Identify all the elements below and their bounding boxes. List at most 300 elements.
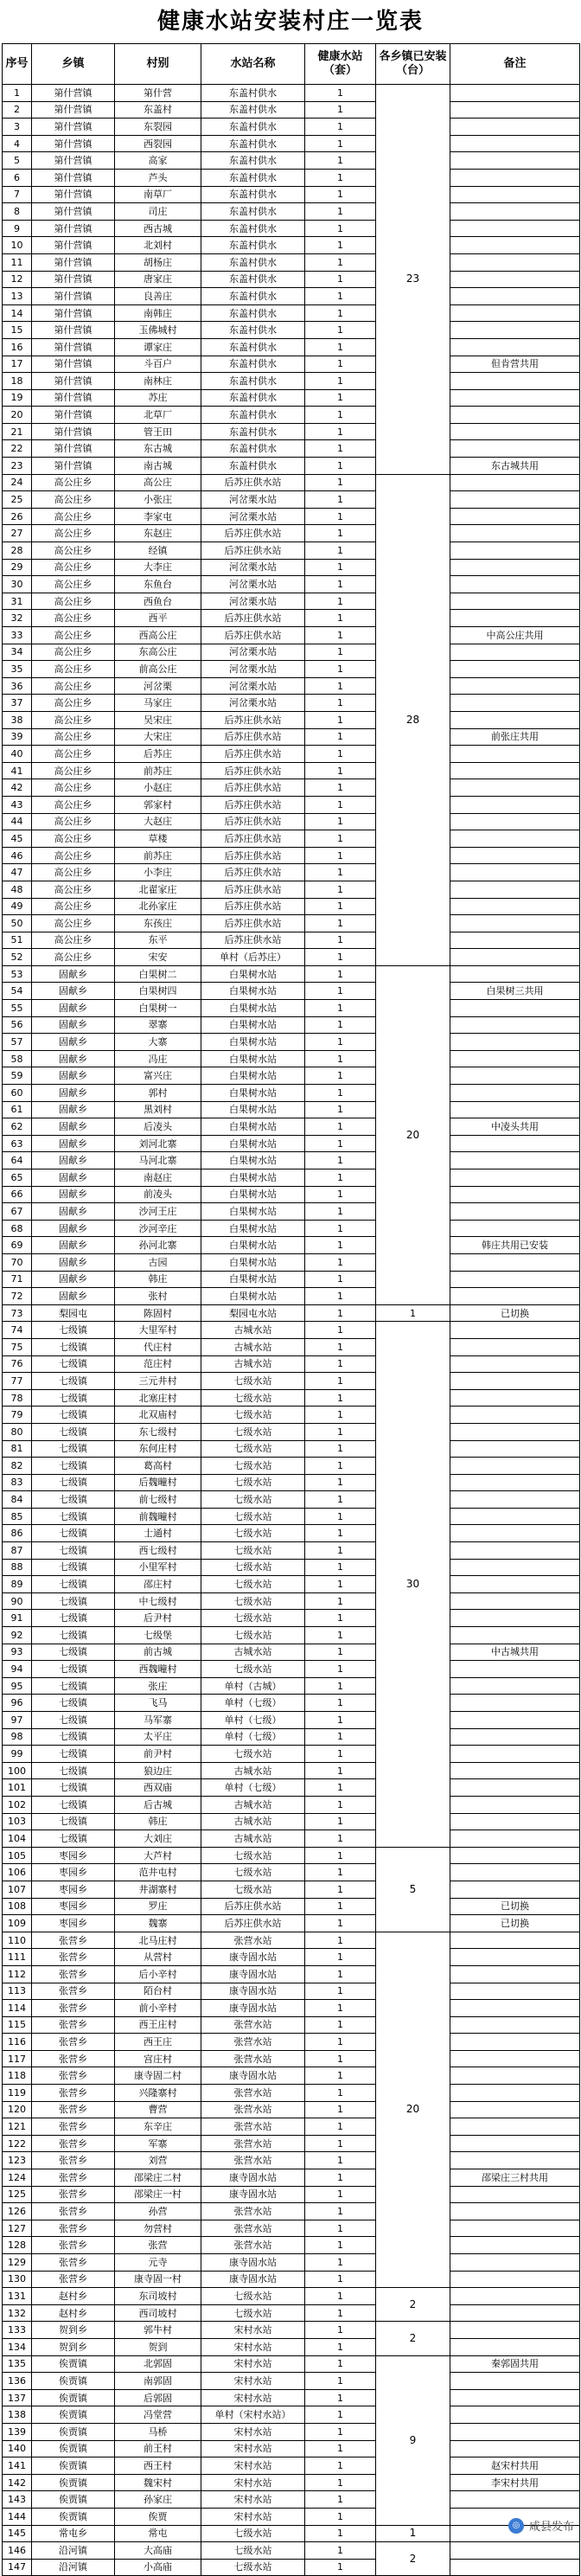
cell-note: 东古城共用 — [450, 458, 580, 475]
cell-station: 河岔栗水站 — [201, 644, 305, 661]
cell-count: 1 — [305, 1152, 376, 1169]
cell-count: 1 — [305, 661, 376, 678]
cell-count: 1 — [305, 1864, 376, 1881]
table-row — [3, 152, 580, 170]
cell-town: 第什营镇 — [32, 135, 115, 152]
cell-village: 西魏疃村 — [115, 1661, 201, 1678]
cell-count: 1 — [305, 593, 376, 610]
cell-station: 古城水站 — [201, 1813, 305, 1830]
cell-village: 南赵庄 — [115, 1169, 201, 1187]
cell-note — [450, 1491, 580, 1509]
cell-note — [450, 1847, 580, 1864]
cell-station: 七级水站 — [201, 1458, 305, 1475]
cell-note — [450, 338, 580, 356]
cell-village: 郭村 — [115, 1085, 201, 1102]
cell-village: 吴宋庄 — [115, 711, 201, 728]
cell-town: 第什营镇 — [32, 237, 115, 254]
cell-village: 斗百户 — [115, 356, 201, 373]
cell-station: 东盖村供水 — [201, 253, 305, 271]
cell-note — [450, 1016, 580, 1034]
cell-station: 康寺固水站 — [201, 2169, 305, 2187]
cell-index: 82 — [3, 1458, 32, 1475]
cell-village: 小高庙 — [115, 2559, 201, 2576]
cell-count: 1 — [305, 1220, 376, 1237]
cell-count: 1 — [305, 1407, 376, 1424]
cell-village: 东古城 — [115, 440, 201, 458]
cell-village: 东裂园 — [115, 119, 201, 136]
cell-index: 42 — [3, 779, 32, 797]
cell-note — [450, 1813, 580, 1830]
cell-village: 北孙家庄 — [115, 898, 201, 915]
cell-index: 90 — [3, 1592, 32, 1610]
cell-index: 56 — [3, 1016, 32, 1034]
cell-index: 147 — [3, 2559, 32, 2576]
watermark — [508, 2517, 574, 2534]
cell-station: 白果树水站 — [201, 1169, 305, 1187]
cell-note — [450, 881, 580, 898]
cell-index: 16 — [3, 338, 32, 356]
cell-note — [450, 1525, 580, 1542]
table-row — [3, 2237, 580, 2254]
cell-count: 1 — [305, 847, 376, 864]
cell-town: 张营乡 — [32, 2135, 115, 2152]
cell-index: 6 — [3, 169, 32, 186]
table-row — [3, 2288, 580, 2305]
cell-village: 士通村 — [115, 1525, 201, 1542]
cell-note — [450, 1779, 580, 1797]
cell-station: 东盖村供水 — [201, 440, 305, 458]
cell-village: 孙河北寨 — [115, 1237, 201, 1254]
cell-index: 37 — [3, 695, 32, 712]
cell-town: 俟贾镇 — [32, 2406, 115, 2424]
cell-note — [450, 1949, 580, 1966]
cell-village: 小赵庄 — [115, 779, 201, 797]
cell-index: 104 — [3, 1830, 32, 1848]
cell-note — [450, 1592, 580, 1610]
cell-station: 河岔栗水站 — [201, 677, 305, 695]
cell-count: 1 — [305, 119, 376, 136]
cell-count: 1 — [305, 1762, 376, 1779]
cell-index: 130 — [3, 2271, 32, 2288]
cell-note — [450, 508, 580, 525]
cell-station: 白果树水站 — [201, 1000, 305, 1017]
table-row — [3, 407, 580, 424]
cell-village: 贺到 — [115, 2338, 201, 2355]
cell-note — [450, 2203, 580, 2220]
cell-index: 106 — [3, 1864, 32, 1881]
cell-index: 19 — [3, 389, 32, 407]
cell-village: 东平 — [115, 932, 201, 949]
cell-station: 宋村水站 — [201, 2457, 305, 2475]
table-row — [3, 423, 580, 440]
table-row — [3, 796, 580, 813]
table-row — [3, 1000, 580, 1017]
cell-index: 98 — [3, 1728, 32, 1746]
cell-station: 宋村水站 — [201, 2474, 305, 2491]
cell-note — [450, 965, 580, 983]
cell-town: 固献乡 — [32, 1186, 115, 1203]
cell-village: 勿营村 — [115, 2220, 201, 2237]
cell-town: 七级镇 — [32, 1338, 115, 1355]
cell-count: 1 — [305, 458, 376, 475]
cell-index: 17 — [3, 356, 32, 373]
table-row — [3, 830, 580, 848]
cell-town: 高公庄乡 — [32, 644, 115, 661]
cell-village: 邵梁庄一村 — [115, 2186, 201, 2203]
table-row — [3, 1085, 580, 1102]
cell-town: 张营乡 — [32, 2169, 115, 2187]
cell-town: 高公庄乡 — [32, 677, 115, 695]
cell-town: 七级镇 — [32, 1440, 115, 1458]
cell-index: 21 — [3, 423, 32, 440]
cell-village: 大寨 — [115, 1034, 201, 1051]
cell-note — [450, 1576, 580, 1593]
cell-index: 64 — [3, 1152, 32, 1169]
cell-town: 高公庄乡 — [32, 762, 115, 779]
cell-village: 南韩庄 — [115, 304, 201, 322]
cell-town: 张营乡 — [32, 2152, 115, 2169]
cell-town: 高公庄乡 — [32, 559, 115, 576]
cell-station: 七级水站 — [201, 2288, 305, 2305]
cell-index: 93 — [3, 1644, 32, 1661]
cell-village: 冯堂营 — [115, 2406, 201, 2424]
cell-note — [450, 695, 580, 712]
cell-town: 高公庄乡 — [32, 779, 115, 797]
cell-index: 25 — [3, 491, 32, 509]
cell-note — [450, 677, 580, 695]
cell-index: 44 — [3, 813, 32, 830]
cell-count: 1 — [305, 1440, 376, 1458]
cell-town: 七级镇 — [32, 1458, 115, 1475]
cell-village: 韩庄 — [115, 1271, 201, 1288]
cell-town: 固献乡 — [32, 1000, 115, 1017]
cell-index: 109 — [3, 1915, 32, 1932]
cell-station: 古城水站 — [201, 1644, 305, 1661]
cell-station: 康寺固水站 — [201, 2186, 305, 2203]
cell-town: 高公庄乡 — [32, 661, 115, 678]
cell-index: 103 — [3, 1813, 32, 1830]
cell-note — [450, 864, 580, 881]
cell-count: 1 — [305, 1203, 376, 1221]
table-row — [3, 813, 580, 830]
cell-count: 1 — [305, 356, 376, 373]
cell-count: 1 — [305, 1288, 376, 1305]
cell-town: 第什营镇 — [32, 458, 115, 475]
cell-note — [450, 373, 580, 390]
cell-town: 固献乡 — [32, 1101, 115, 1118]
cell-station: 单村（七级） — [201, 1695, 305, 1712]
cell-count: 1 — [305, 2457, 376, 2475]
cell-village: 郭牛村 — [115, 2322, 201, 2339]
cell-note — [450, 1661, 580, 1678]
cell-station: 康寺固水站 — [201, 1965, 305, 1983]
table-row — [3, 1592, 580, 1610]
cell-town: 第什营镇 — [32, 356, 115, 373]
cell-village: 第什营 — [115, 85, 201, 102]
cell-town: 高公庄乡 — [32, 627, 115, 644]
cell-index: 87 — [3, 1542, 32, 1560]
cell-station: 张营水站 — [201, 2220, 305, 2237]
cell-town: 第什营镇 — [32, 119, 115, 136]
cell-index: 22 — [3, 440, 32, 458]
cell-count: 1 — [305, 203, 376, 221]
cell-count: 1 — [305, 1186, 376, 1203]
cell-count: 1 — [305, 2000, 376, 2017]
table-row — [3, 1118, 580, 1136]
cell-village: 马家庄 — [115, 695, 201, 712]
cell-village: 良善庄 — [115, 288, 201, 305]
cell-note — [450, 1677, 580, 1695]
cell-count: 1 — [305, 2474, 376, 2491]
cell-index: 62 — [3, 1118, 32, 1136]
table-row — [3, 203, 580, 221]
cell-installed: 5 — [376, 1847, 450, 1932]
cell-index: 24 — [3, 474, 32, 491]
cell-village: 韩庄 — [115, 1813, 201, 1830]
cell-village: 谭家庄 — [115, 338, 201, 356]
cell-count: 1 — [305, 1389, 376, 1407]
cell-village: 东盖村 — [115, 101, 201, 119]
table-row — [3, 2034, 580, 2051]
table-row — [3, 1610, 580, 1627]
cell-note — [450, 1474, 580, 1491]
cell-count: 1 — [305, 1627, 376, 1644]
cell-index: 141 — [3, 2457, 32, 2475]
cell-note — [450, 525, 580, 542]
cell-town: 张营乡 — [32, 2271, 115, 2288]
cell-index: 85 — [3, 1508, 32, 1525]
cell-index: 58 — [3, 1050, 32, 1067]
table-header — [3, 44, 580, 85]
cell-station: 白果树水站 — [201, 1186, 305, 1203]
table-row — [3, 304, 580, 322]
cell-station: 东盖村供水 — [201, 119, 305, 136]
cell-village: 后凌头 — [115, 1118, 201, 1136]
cell-town: 高公庄乡 — [32, 830, 115, 848]
cell-village: 西王村 — [115, 2457, 201, 2475]
cell-note — [450, 1746, 580, 1763]
cell-note — [450, 1253, 580, 1271]
cell-count: 1 — [305, 253, 376, 271]
cell-station: 宋村水站 — [201, 2373, 305, 2390]
cell-station: 七级水站 — [201, 1440, 305, 1458]
table-row — [3, 1965, 580, 1983]
cell-village: 白果树一 — [115, 1000, 201, 1017]
cell-village: 北马庄村 — [115, 1932, 201, 1949]
cell-station: 七级水站 — [201, 2542, 305, 2560]
table-row — [3, 135, 580, 152]
cell-village: 小李庄 — [115, 864, 201, 881]
cell-count: 1 — [305, 1592, 376, 1610]
cell-town: 高公庄乡 — [32, 610, 115, 627]
cell-station: 宋村水站 — [201, 2440, 305, 2457]
cell-village: 芦头 — [115, 169, 201, 186]
cell-count: 1 — [305, 1965, 376, 1983]
cell-station: 东盖村供水 — [201, 220, 305, 237]
cell-count: 1 — [305, 1898, 376, 1915]
cell-town: 七级镇 — [32, 1677, 115, 1695]
cell-index: 68 — [3, 1220, 32, 1237]
cell-note — [450, 152, 580, 170]
cell-count: 1 — [305, 508, 376, 525]
cell-count: 1 — [305, 1118, 376, 1136]
table-row — [3, 2186, 580, 2203]
cell-note — [450, 1559, 580, 1576]
cell-station: 白果树水站 — [201, 983, 305, 1000]
cell-count: 1 — [305, 610, 376, 627]
cell-village: 罗庄 — [115, 1898, 201, 1915]
cell-index: 41 — [3, 762, 32, 779]
cell-station: 后苏庄供水站 — [201, 813, 305, 830]
cell-town: 七级镇 — [32, 1373, 115, 1390]
cell-note: 前张庄共用 — [450, 728, 580, 746]
cell-index: 95 — [3, 1677, 32, 1695]
cell-count: 1 — [305, 237, 376, 254]
cell-note — [450, 915, 580, 932]
cell-town: 俟贾镇 — [32, 2440, 115, 2457]
cell-count: 1 — [305, 1525, 376, 1542]
cell-station: 后苏庄供水站 — [201, 542, 305, 560]
cell-station: 张营水站 — [201, 2118, 305, 2136]
cell-note — [450, 593, 580, 610]
cell-station: 后苏庄供水站 — [201, 915, 305, 932]
cell-count: 1 — [305, 186, 376, 203]
cell-index: 99 — [3, 1746, 32, 1763]
cell-town: 固献乡 — [32, 1118, 115, 1136]
cell-village: 葛高村 — [115, 1458, 201, 1475]
cell-town: 高公庄乡 — [32, 525, 115, 542]
cell-village: 东司坡村 — [115, 2288, 201, 2305]
cell-installed: 1 — [376, 2525, 450, 2542]
cell-index: 140 — [3, 2440, 32, 2457]
cell-count: 1 — [305, 2101, 376, 2118]
cell-index: 112 — [3, 1965, 32, 1983]
cell-note: 中高公庄共用 — [450, 627, 580, 644]
cell-index: 5 — [3, 152, 32, 170]
cell-station: 七级水站 — [201, 1474, 305, 1491]
table-row — [3, 1847, 580, 1864]
cell-count: 1 — [305, 1983, 376, 2000]
cell-village: 大宋庄 — [115, 728, 201, 746]
cell-village: 前苏庄 — [115, 847, 201, 864]
cell-count: 1 — [305, 2304, 376, 2322]
cell-count: 1 — [305, 644, 376, 661]
table-row — [3, 2457, 580, 2475]
cell-town: 高公庄乡 — [32, 474, 115, 491]
cell-town: 七级镇 — [32, 1474, 115, 1491]
cell-town: 七级镇 — [32, 1762, 115, 1779]
cell-index: 70 — [3, 1253, 32, 1271]
cell-count: 1 — [305, 525, 376, 542]
cell-index: 89 — [3, 1576, 32, 1593]
cell-count: 1 — [305, 983, 376, 1000]
cell-village: 代庄村 — [115, 1338, 201, 1355]
cell-count: 1 — [305, 2338, 376, 2355]
cell-station: 单村（七级） — [201, 1728, 305, 1746]
cell-note — [450, 253, 580, 271]
cell-town: 固献乡 — [32, 1085, 115, 1102]
cell-village: 大赵庄 — [115, 813, 201, 830]
cell-note — [450, 1627, 580, 1644]
cell-installed: 2 — [376, 2542, 450, 2576]
cell-count: 1 — [305, 2355, 376, 2373]
table-row — [3, 2440, 580, 2457]
cell-count: 1 — [305, 779, 376, 797]
table-row — [3, 1712, 580, 1729]
table-row — [3, 695, 580, 712]
cell-count: 1 — [305, 2220, 376, 2237]
cell-town: 七级镇 — [32, 1525, 115, 1542]
cell-town: 七级镇 — [32, 1746, 115, 1763]
cell-station: 宋村水站 — [201, 2338, 305, 2355]
cell-count: 1 — [305, 1034, 376, 1051]
cell-count: 1 — [305, 338, 376, 356]
cell-note — [450, 2135, 580, 2152]
cell-count: 1 — [305, 1101, 376, 1118]
table-row — [3, 1034, 580, 1051]
cell-town: 固献乡 — [32, 1034, 115, 1051]
cell-village: 后苏庄 — [115, 746, 201, 763]
table-row — [3, 1864, 580, 1881]
cell-index: 88 — [3, 1559, 32, 1576]
cell-village: 军寨 — [115, 2135, 201, 2152]
cell-note — [450, 610, 580, 627]
cell-station: 古城水站 — [201, 1762, 305, 1779]
table-row — [3, 915, 580, 932]
cell-note — [450, 423, 580, 440]
cell-count: 1 — [305, 407, 376, 424]
cell-village: 陈固村 — [115, 1304, 201, 1322]
cell-town: 第什营镇 — [32, 220, 115, 237]
cell-note — [450, 474, 580, 491]
cell-installed: 9 — [376, 2355, 450, 2525]
table-row — [3, 898, 580, 915]
cell-note: 赵宋村共用 — [450, 2457, 580, 2475]
cell-note — [450, 2322, 580, 2339]
cell-note — [450, 559, 580, 576]
cell-note — [450, 813, 580, 830]
table-row — [3, 983, 580, 1000]
cell-station: 张营水站 — [201, 2152, 305, 2169]
cell-station: 河岔栗水站 — [201, 559, 305, 576]
table-row — [3, 1338, 580, 1355]
cell-index: 31 — [3, 593, 32, 610]
table-row — [3, 2322, 580, 2339]
cell-station: 后苏庄供水站 — [201, 711, 305, 728]
cell-town: 俟贾镇 — [32, 2389, 115, 2406]
cell-count: 1 — [305, 1728, 376, 1746]
cell-town: 第什营镇 — [32, 322, 115, 339]
cell-station: 七级水站 — [201, 1610, 305, 1627]
cell-station: 古城水站 — [201, 1830, 305, 1848]
cell-note — [450, 186, 580, 203]
cell-village: 大里军村 — [115, 1322, 201, 1339]
cell-index: 96 — [3, 1695, 32, 1712]
cell-town: 七级镇 — [32, 1542, 115, 1560]
cell-town: 枣园乡 — [32, 1864, 115, 1881]
cell-note — [450, 1373, 580, 1390]
cell-town: 高公庄乡 — [32, 915, 115, 932]
cell-note — [450, 1796, 580, 1813]
cell-count: 1 — [305, 2085, 376, 2102]
cell-town: 高公庄乡 — [32, 593, 115, 610]
cell-town: 沿河镇 — [32, 2559, 115, 2576]
header-count: 健康水站（套） — [305, 44, 376, 85]
table-row — [3, 322, 580, 339]
cell-note — [450, 2542, 580, 2560]
cell-station: 七级水站 — [201, 2525, 305, 2542]
cell-note — [450, 1220, 580, 1237]
